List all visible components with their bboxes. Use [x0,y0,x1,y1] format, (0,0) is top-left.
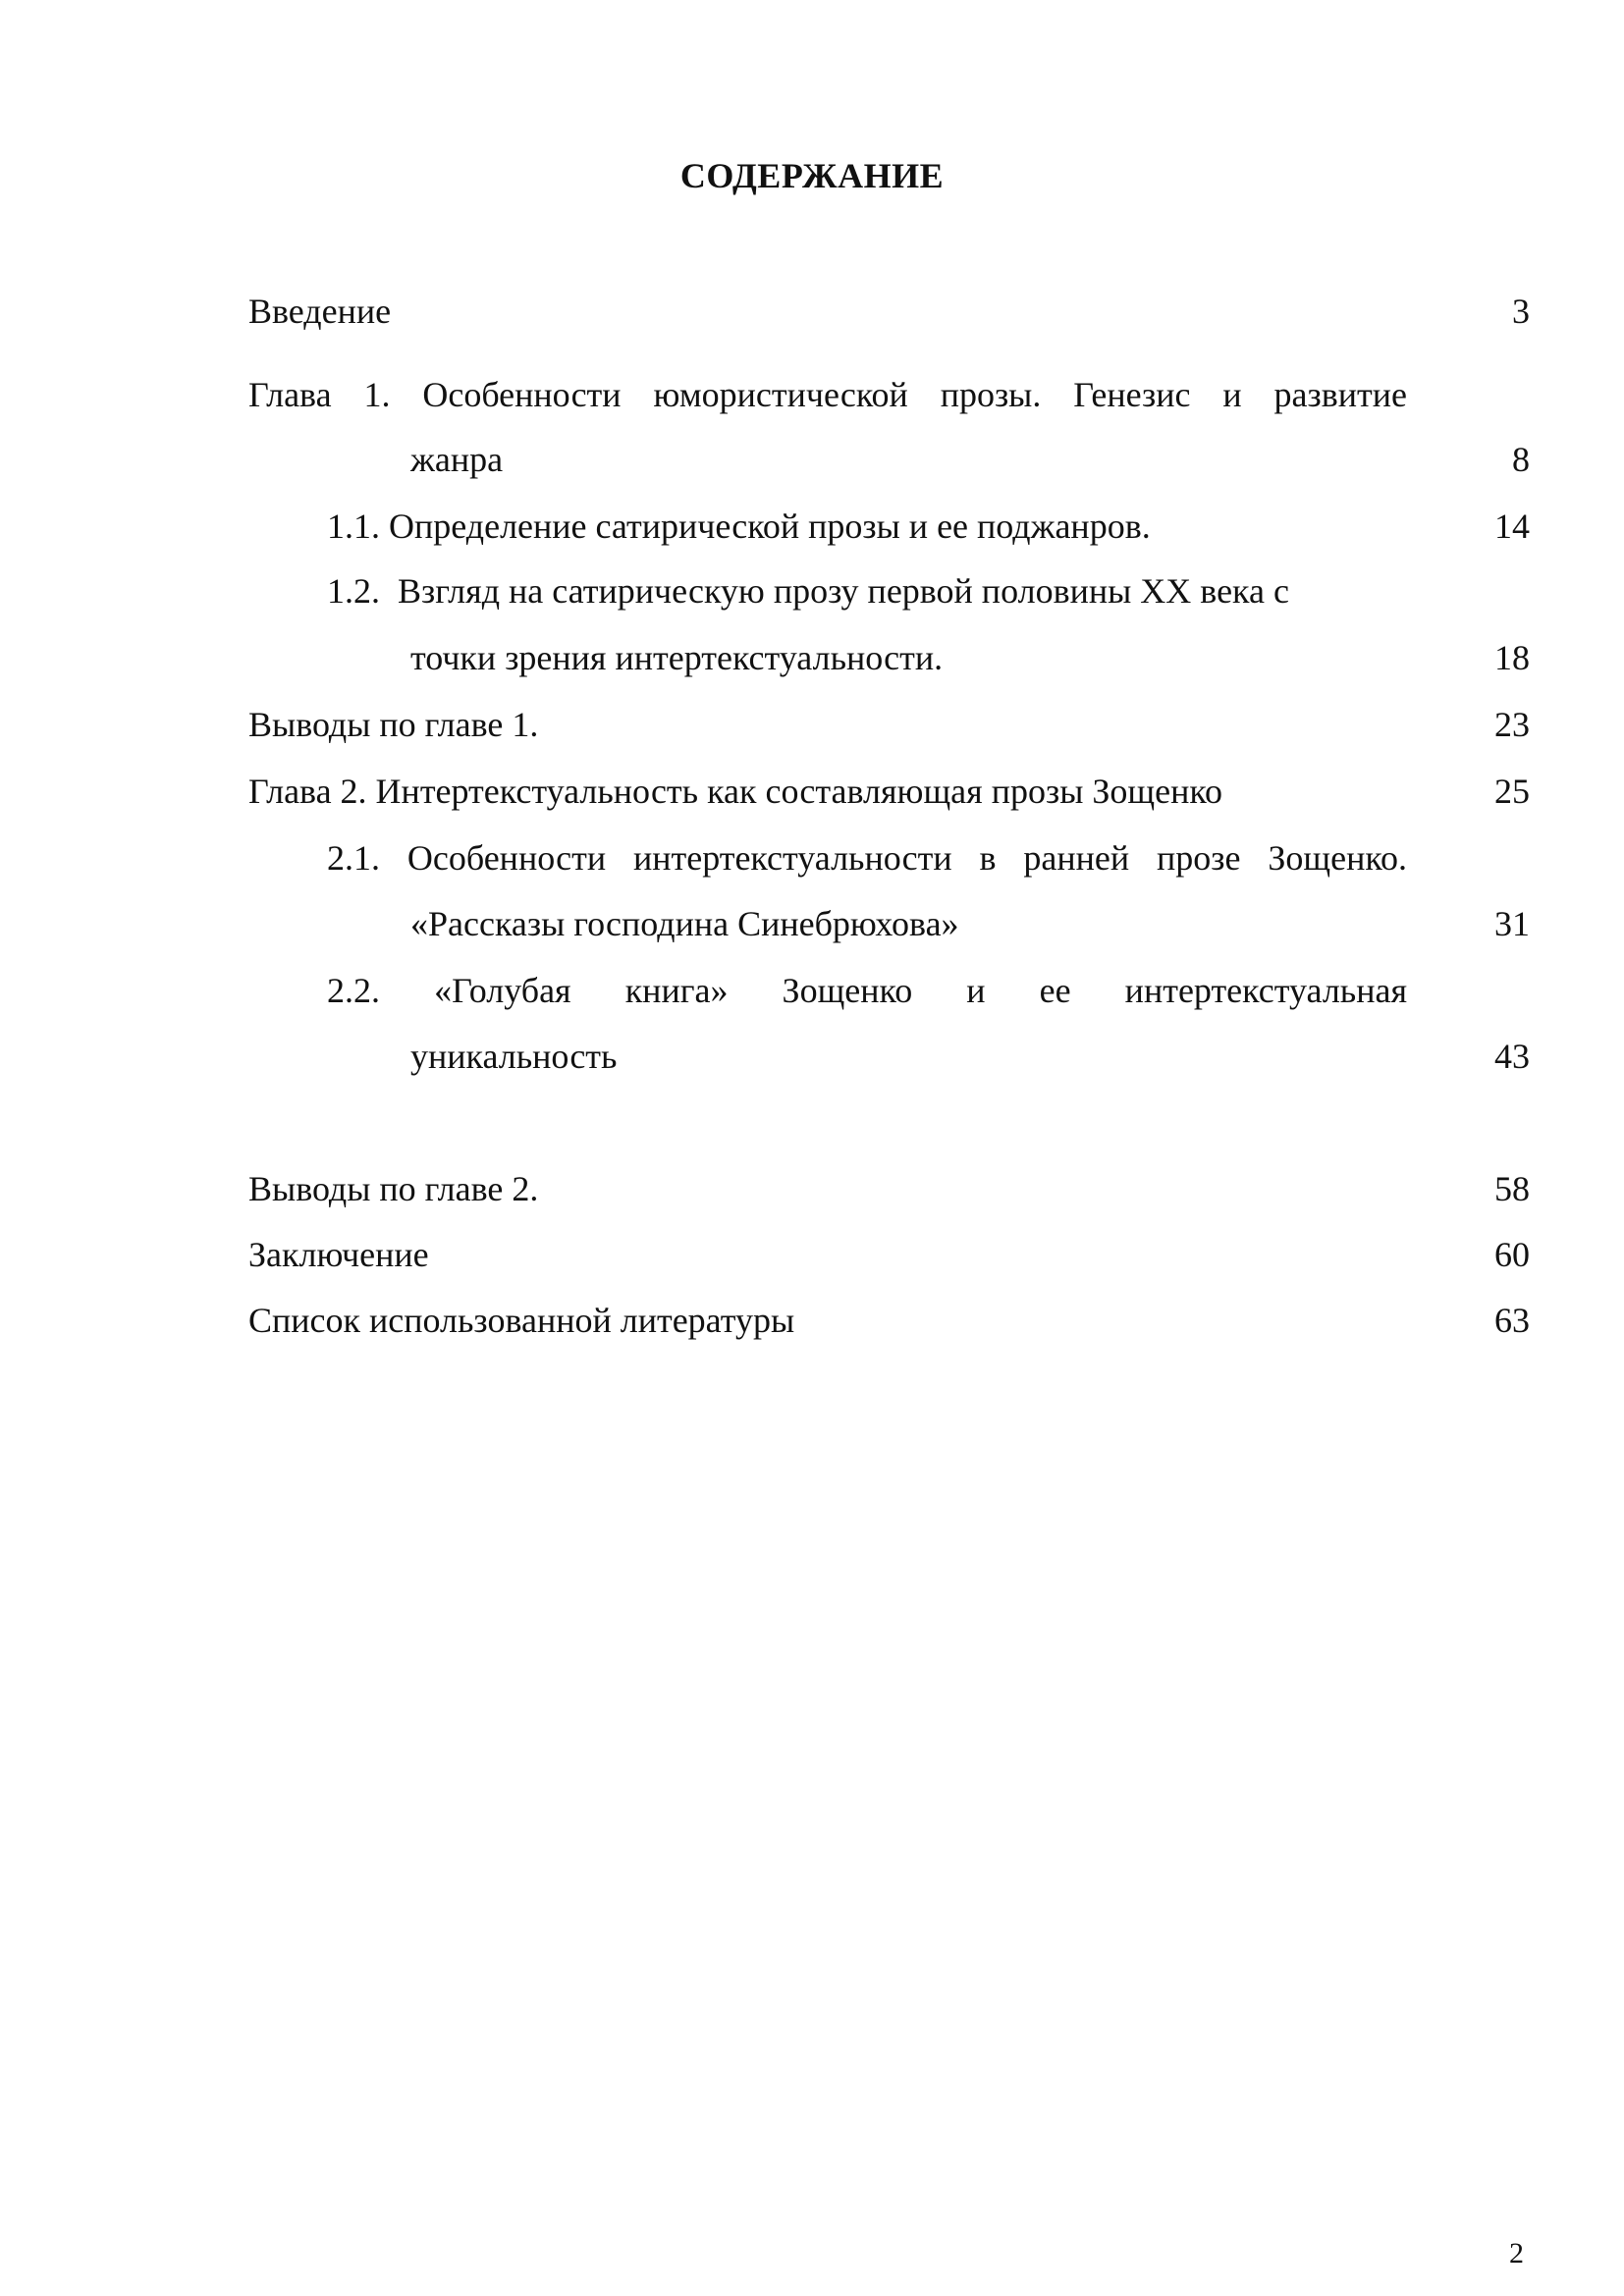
toc-page-section-2-1: 31 [1494,904,1530,943]
toc-page-chapter-1: 8 [1512,440,1530,479]
toc-entry-chapter-2: Глава 2. Интертекстуальность как составляющая прозы Зощенко [248,772,1223,811]
toc-page-chapter-2: 25 [1494,772,1530,811]
toc-page-section-1-1: 14 [1494,507,1530,546]
toc-entry-section-2-2-cont: уникальность [410,1037,618,1076]
toc-page-section-2-2: 43 [1494,1037,1530,1076]
toc-entry-section-2-1-cont: «Рассказы господина Синебрюхова» [410,904,959,943]
toc-entry-conclusion: Заключение [248,1235,429,1274]
toc-entry-intro: Введение [248,292,392,331]
footer-page-number: 2 [1509,2237,1524,2269]
toc-entry-references: Список использованной литературы [248,1301,795,1340]
toc-page-intro: 3 [1512,292,1530,331]
document-title: СОДЕРЖАНИЕ [679,156,945,195]
toc-page-section-1-2: 18 [1494,638,1530,677]
toc-page-conclusions-1: 23 [1494,705,1530,744]
toc-page-conclusion: 60 [1494,1235,1530,1274]
toc-entry-chapter-1: Глава 1. Особенности юмористической прозы. Генезис и развитие [248,375,1407,414]
toc-entry-section-1-1: 1.1. Определение сатирической прозы и ее поджанров. [327,507,1151,546]
toc-entry-conclusions-2: Выводы по главе 2. [248,1169,539,1208]
toc-entry-section-1-2-cont: точки зрения интертекстуальности. [410,638,944,677]
toc-entry-section-2-1: 2.1. Особенности интертекстуальности в ранней прозе Зощенко. [327,838,1407,878]
toc-entry-conclusions-1: Выводы по главе 1. [248,705,539,744]
toc-entry-section-1-2: 1.2. Взгляд на сатирическую прозу первой половины XX века с [327,571,1289,611]
toc-page-conclusions-2: 58 [1494,1169,1530,1208]
toc-entry-section-2-2: 2.2. «Голубая книга» Зощенко и ее интертекстуальная [327,971,1407,1010]
toc-entry-chapter-1-cont: жанра [410,440,504,479]
toc-page-references: 63 [1494,1301,1530,1340]
